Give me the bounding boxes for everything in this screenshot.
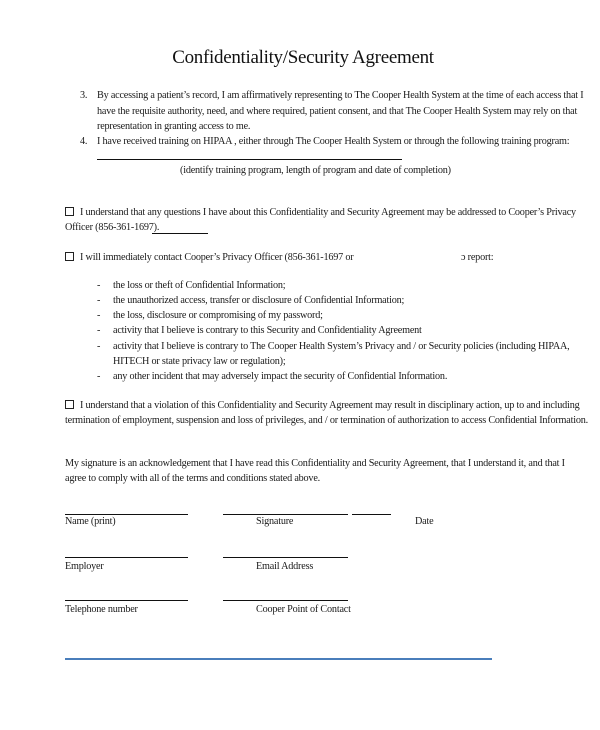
contact-text-tail: ɔ report: — [461, 252, 494, 263]
bullet-dash: - — [97, 371, 101, 382]
signature-field[interactable] — [223, 514, 348, 515]
email-field[interactable] — [223, 557, 348, 558]
questions-statement — [65, 207, 576, 219]
email-label: Email Address — [256, 561, 314, 572]
violation-text: I understand that a violation of this Confidentiality and Security Agreement may result in disciplinary action, up to and including — [80, 400, 580, 411]
bullet-item: any other incident that may adversely impact the security of Confidential Information. — [113, 371, 448, 382]
training-program-caption: (identify training program, length of program and date of completion) — [180, 165, 451, 176]
employer-label: Employer — [65, 561, 104, 572]
violation-statement — [65, 400, 579, 412]
telephone-label: Telephone number — [65, 604, 138, 615]
contact-label: Cooper Point of Contact — [256, 604, 351, 615]
questions-initial-field[interactable] — [152, 233, 208, 234]
item-4-number: 4. — [80, 136, 88, 147]
item-3-line: have the requisite authority, need, and where required, patient consent, and that The Cooper Health System may rely on that — [97, 106, 578, 117]
bullet-item: activity that I believe is contrary to The Cooper Health System’s Privacy and / or Security policies (including HIPAA, — [113, 341, 570, 352]
contact-statement — [65, 252, 353, 264]
questions-checkbox[interactable] — [65, 207, 74, 216]
bullet-dash: - — [97, 325, 101, 336]
violation-text: termination of employment, suspension and loss of privileges, and / or termination of authorization to access Confidential Information. — [65, 415, 589, 426]
name-field[interactable] — [65, 514, 188, 515]
contact-checkbox[interactable] — [65, 252, 74, 261]
name-label: Name (print) — [65, 516, 116, 527]
bullet-dash: - — [97, 310, 101, 321]
questions-text: Officer (856-361-1697). — [65, 222, 160, 233]
footer-rule — [65, 658, 492, 660]
item-3-line: By accessing a patient’s record, I am affirmatively representing to The Cooper Health System at the time of each access that I — [97, 90, 584, 101]
telephone-field[interactable] — [65, 600, 188, 601]
item-4-text: I have received training on HIPAA , either through The Cooper Health System or through the following training program: — [97, 136, 570, 147]
bullet-item: the loss or theft of Confidential Information; — [113, 280, 286, 291]
date-field[interactable] — [352, 514, 391, 515]
violation-checkbox[interactable] — [65, 400, 74, 409]
date-label: Date — [415, 516, 434, 527]
bullet-item: activity that I believe is contrary to this Security and Confidentiality Agreement — [113, 325, 422, 336]
bullet-item: the loss, disclosure or compromising of my password; — [113, 310, 323, 321]
contact-field[interactable] — [223, 600, 348, 601]
signature-label: Signature — [256, 516, 294, 527]
page-title: Confidentiality/Security Agreement — [172, 47, 434, 68]
bullet-item: the unauthorized access, transfer or disclosure of Confidential Information; — [113, 295, 405, 306]
bullet-item: HITECH or state privacy law or regulation); — [113, 356, 286, 367]
item-3-line: representation in granting access to me. — [97, 121, 251, 132]
bullet-dash: - — [97, 295, 101, 306]
bullet-dash: - — [97, 280, 101, 291]
bullet-dash: - — [97, 341, 101, 352]
acknowledgement-text: My signature is an acknowledgement that I have read this Confidentiality and Security Agreement, that I understand it, and that I — [65, 458, 565, 469]
acknowledgement-text: agree to comply with all of the terms and conditions stated above. — [65, 473, 320, 484]
training-program-field[interactable] — [97, 159, 402, 160]
item-3-number: 3. — [80, 90, 88, 101]
questions-text: I understand that any questions I have about this Confidentiality and Security Agreement may be addressed to Cooper’s Privacy — [80, 207, 576, 218]
employer-field[interactable] — [65, 557, 188, 558]
contact-text: I will immediately contact Cooper’s Privacy Officer (856-361-1697 or — [80, 252, 354, 263]
